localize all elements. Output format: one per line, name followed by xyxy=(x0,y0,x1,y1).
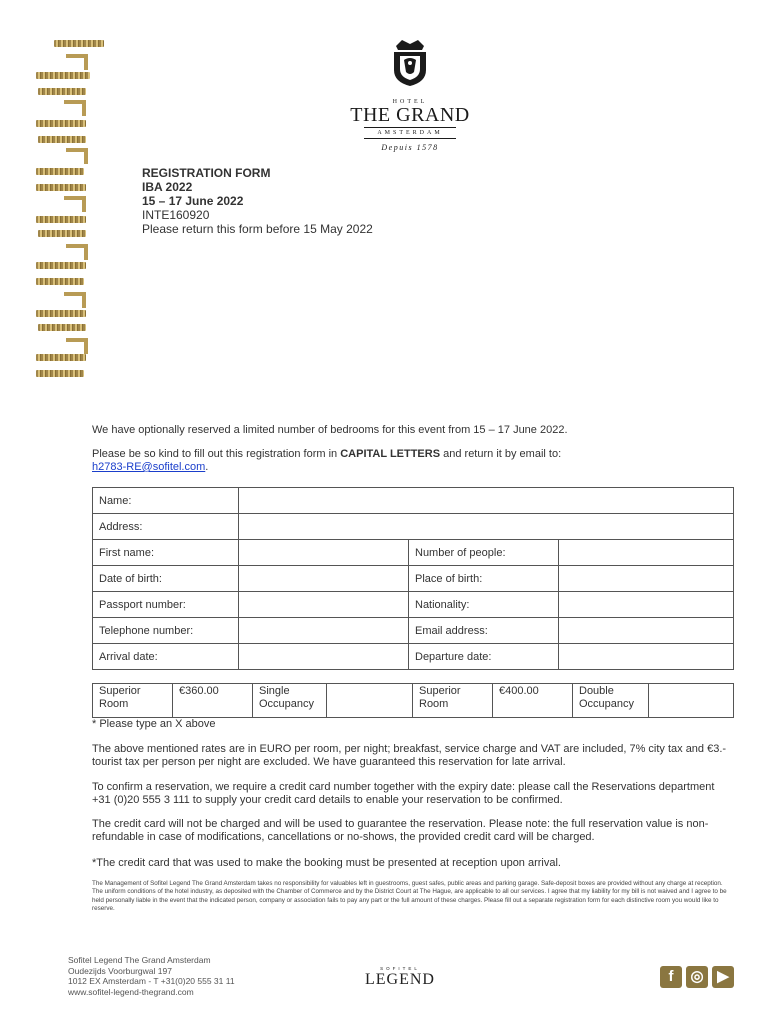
confirm-note: To confirm a reservation, we require a credit card number together with the expiry date: please call the Reservations department +31 (0)20 555 3 111 to supply your credit card details to enable your reservation to be confirmed. xyxy=(92,781,715,806)
legend-logo xyxy=(360,966,440,989)
strip-tick xyxy=(64,196,86,200)
room-occupancy xyxy=(573,684,649,718)
room-type-line: Superior xyxy=(99,685,141,697)
arrival-date-field[interactable] xyxy=(239,644,409,670)
strip-tick xyxy=(64,100,86,104)
footer-line: Sofitel Legend The Grand Amsterdam xyxy=(68,955,211,965)
room-price: €360.00 xyxy=(173,684,253,718)
rates-note: The above mentioned rates are in EURO per room, per night; breakfast, service charge and VAT are included, 7% city tax and €3.- tourist tax per person per night are excluded. We have guaranteed this reservation for late arrival. xyxy=(92,743,727,768)
strip-bar xyxy=(38,88,86,95)
table-row xyxy=(93,684,734,718)
departure-date-label: Departure date: xyxy=(409,644,559,670)
reserved-text: We have optionally reserved a limited number of bedrooms for this event from 15 – 17 June 2022. xyxy=(92,424,568,436)
brand-city: AMSTERDAM xyxy=(377,130,443,136)
strip-bar xyxy=(38,324,86,331)
table-row xyxy=(93,618,734,644)
table-row xyxy=(93,540,734,566)
hotel-logo xyxy=(350,36,470,152)
email-link[interactable]: h2783-RE@sofitel.com xyxy=(92,461,206,473)
strip-bar xyxy=(36,184,86,191)
terms-small-print: The Management of Sofitel Legend The Grand Amsterdam takes no responsibility for valuables left in guestrooms, guest safes, public areas and parking garage. Safe-deposit boxes are provided without any charge at reception. The uniform conditions of the hotel industry, as deposited with the Chamber of Commerce and by the District Court at The Hague, are applicable to all our services. I agree that my liability for my bill is not waived and I agree to be held personally liable in the event that the indicated person, company or association fails to pay any part or the full amount of these charges. Please fill out a separate registration form for each distinctive room you would like to reserve. xyxy=(92,880,727,912)
number-of-people-field[interactable] xyxy=(559,540,734,566)
form-title: REGISTRATION FORM xyxy=(142,166,271,180)
footer-line: 1012 EX Amsterdam - T +31(0)20 555 31 11 xyxy=(68,976,235,986)
social-icons xyxy=(660,966,734,990)
decorative-gold-strip xyxy=(36,36,98,381)
room-select-single[interactable] xyxy=(327,684,413,718)
first-name-field[interactable] xyxy=(239,540,409,566)
present-card-note: *The credit card that was used to make the booking must be presented at reception upon arrival. xyxy=(92,857,561,869)
email-address-label: Email address: xyxy=(409,618,559,644)
room-type-line: Room xyxy=(99,698,129,710)
brand-name: THE GRAND xyxy=(350,104,470,126)
return-note: Please return this form before 15 May 2022 xyxy=(142,222,373,236)
strip-bar xyxy=(36,354,86,361)
address-field[interactable] xyxy=(239,514,734,540)
strip-bar xyxy=(36,168,84,175)
name-field[interactable] xyxy=(239,488,734,514)
room-type xyxy=(413,684,493,718)
date-of-birth-label: Date of birth: xyxy=(93,566,239,592)
strip-bar xyxy=(54,40,104,47)
crest-icon xyxy=(388,36,432,88)
event-code: INTE160920 xyxy=(142,208,210,222)
name-label: Name: xyxy=(93,488,239,514)
nationality-field[interactable] xyxy=(559,592,734,618)
brand-since: Depuis 1578 xyxy=(381,143,439,152)
room-type-line: Superior xyxy=(419,685,461,697)
strip-bar xyxy=(36,278,84,285)
fill-text-bold: CAPITAL LETTERS xyxy=(340,448,441,460)
passport-number-label: Passport number: xyxy=(93,592,239,618)
email-address-field[interactable] xyxy=(559,618,734,644)
strip-tick xyxy=(66,338,88,342)
strip-tick xyxy=(66,54,88,58)
footer-address xyxy=(68,955,235,997)
legend-big: LEGEND xyxy=(365,971,435,988)
departure-date-field[interactable] xyxy=(559,644,734,670)
strip-bar xyxy=(36,310,86,317)
room-table xyxy=(92,683,734,718)
strip-tick xyxy=(64,292,86,296)
strip-bar xyxy=(38,136,86,143)
facebook-icon[interactable]: f xyxy=(660,966,682,988)
strip-bar xyxy=(36,72,90,79)
room-occupancy xyxy=(253,684,327,718)
room-price: €400.00 xyxy=(493,684,573,718)
fill-text: and return it by email to: xyxy=(440,448,562,460)
fill-instructions xyxy=(92,448,732,474)
occupancy-line: Single xyxy=(259,685,290,697)
event-name: IBA 2022 xyxy=(142,180,193,194)
video-icon[interactable]: ▶ xyxy=(712,966,734,988)
strip-bar xyxy=(38,230,86,237)
occupancy-line: Occupancy xyxy=(579,698,635,710)
strip-tick xyxy=(66,244,88,248)
brand-divider xyxy=(364,138,456,139)
table-row xyxy=(93,514,734,540)
room-type xyxy=(93,684,173,718)
hotel-label: HOTEL xyxy=(392,99,428,105)
strip-bar xyxy=(36,262,86,269)
strip-bar xyxy=(36,370,84,377)
credit-card-note: The credit card will not be charged and will be used to guarantee the reservation. Please note: the full reservation value is non-refundable in case of modifications, cancellations or no-shows, the provided credit card will be charged. xyxy=(92,818,709,843)
address-label: Address: xyxy=(93,514,239,540)
legend-small: SOFITEL xyxy=(380,966,420,971)
telephone-number-field[interactable] xyxy=(239,618,409,644)
place-of-birth-field[interactable] xyxy=(559,566,734,592)
form-heading xyxy=(142,166,373,236)
room-select-double[interactable] xyxy=(649,684,734,718)
footer-line: Oudezijds Voorburgwal 197 xyxy=(68,965,172,976)
first-name-label: First name: xyxy=(93,540,239,566)
occupancy-line: Double xyxy=(579,685,614,697)
room-type-line: Room xyxy=(419,698,449,710)
fill-text: Please be so kind to fill out this registration form in xyxy=(92,448,341,460)
instagram-icon[interactable]: ◎ xyxy=(686,966,708,988)
event-dates: 15 – 17 June 2022 xyxy=(142,194,244,208)
strip-bar xyxy=(36,120,86,127)
table-row xyxy=(93,488,734,514)
occupancy-line: Occupancy xyxy=(259,698,315,710)
strip-tick xyxy=(66,148,88,152)
strip-bar xyxy=(36,216,86,223)
nationality-label: Nationality: xyxy=(409,592,559,618)
date-of-birth-field[interactable] xyxy=(239,566,409,592)
place-of-birth-label: Place of birth: xyxy=(409,566,559,592)
telephone-number-label: Telephone number: xyxy=(93,618,239,644)
table-row xyxy=(93,592,734,618)
number-of-people-label: Number of people: xyxy=(409,540,559,566)
arrival-date-label: Arrival date: xyxy=(93,644,239,670)
passport-number-field[interactable] xyxy=(239,592,409,618)
registration-table xyxy=(92,487,734,670)
email-period: . xyxy=(205,461,209,473)
table-row xyxy=(93,644,734,670)
table-row xyxy=(93,566,734,592)
footer-website: www.sofitel-legend-thegrand.com xyxy=(68,986,194,997)
type-x-note: * Please type an X above xyxy=(92,718,216,730)
brand-divider xyxy=(364,127,456,128)
